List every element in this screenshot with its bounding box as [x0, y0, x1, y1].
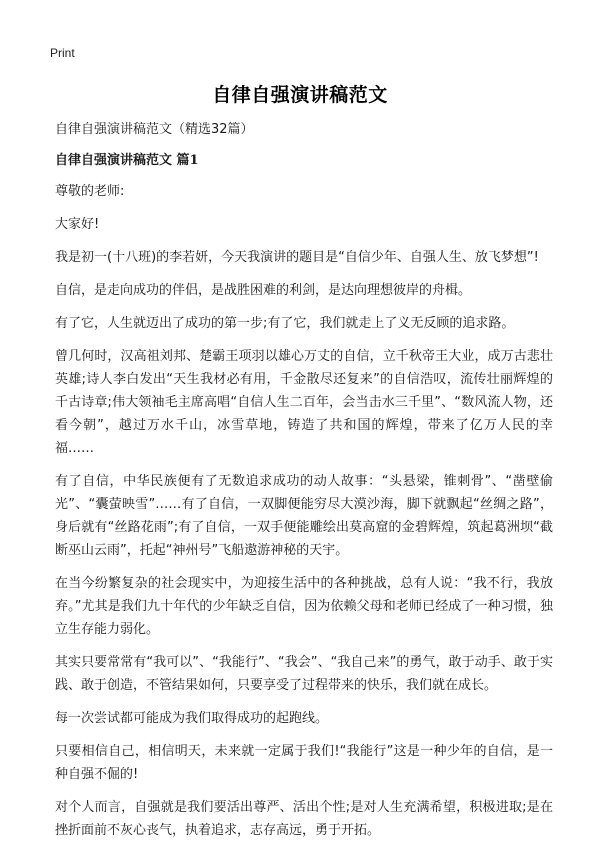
paragraph: 有了它，人生就迈出了成功的第一步;有了它，我们就走上了义无反顾的追求路。	[55, 316, 515, 331]
paragraph: 在当今纷繁复杂的社会现实中，为迎接生活中的各种挑战，总有人说：“我不行，我放弃。”尤其是我们九十年代的少年缺乏自信，因为依赖父母和老师已经成了一种习惯，独立生存能力弱化。	[55, 576, 553, 637]
paragraph: 曾几何时，汉高祖刘邦、楚霸王项羽以雄心万丈的自信，立千秋帝王大业，成万古悲壮英雄;诗人李白发出“天生我材必有用，千金散尽还复来”的自信浩叹，流传壮丽辉煌的千古诗章;伟大领袖毛主席高唱“自信人生二百年，会当击水三千里”、“数风流人物，还看今朝”，越过万水千山，冰雪草地，铸造了共和国的辉煌，带来了亿万人民的幸福……	[55, 349, 553, 456]
paragraph: 每一次尝试都可能成为我们取得成功的起跑线。	[55, 711, 329, 726]
paragraph-salutation: 尊敬的老师:	[55, 184, 125, 199]
paragraph: 只要相信自己，相信明天，未来就一定属于我们!“我能行”这是一种少年的自信，是一种自强不倔的!	[55, 744, 553, 782]
section-title: 自律自强演讲稿范文 篇1	[55, 153, 199, 168]
document-body	[55, 118, 553, 852]
paragraph-greeting: 大家好!	[55, 217, 100, 232]
paragraph: 其实只要常常有“我可以”、“我能行”、“我会”、“我自己来”的勇气，敢于动手、敢于实践、敢于创造，不管结果如何，只要享受了过程带来的快乐，我们就在成长。	[55, 655, 553, 693]
paragraph: 有了自信，中华民族便有了无数追求成功的动人故事：“头悬梁，锥刺骨”、“凿壁偷光”、“囊萤映雪”……有了自信，一双脚便能穷尽大漠沙海，脚下就飘起“丝绸之路”，身后就有“丝路花雨”;有了自信，一双手便能雕绘出莫高窟的金碧辉煌，筑起葛洲坝“截断巫山云雨”，托起“神州号”飞船遨游神秘的天宇。	[55, 474, 553, 558]
document-subtitle: 自律自强演讲稿范文（精选32篇）	[55, 122, 254, 137]
paragraph: 自信，是走向成功的伴侣，是战胜困难的利剑，是达向理想彼岸的舟楫。	[55, 283, 472, 298]
document-title: 自律自强演讲稿范文	[212, 84, 388, 106]
print-label: Print	[50, 46, 75, 60]
paragraph: 我是初一(十八班)的李若妍，今天我演讲的题目是“自信少年、自强人生、放飞梦想”!	[55, 250, 539, 265]
paragraph: 对个人而言，自强就是我们要活出尊严、活出个性;是对人生充满希望，积极进取;是在挫折面前不灰心丧气，执着追求，志存高远，勇于开拓。	[55, 800, 553, 838]
